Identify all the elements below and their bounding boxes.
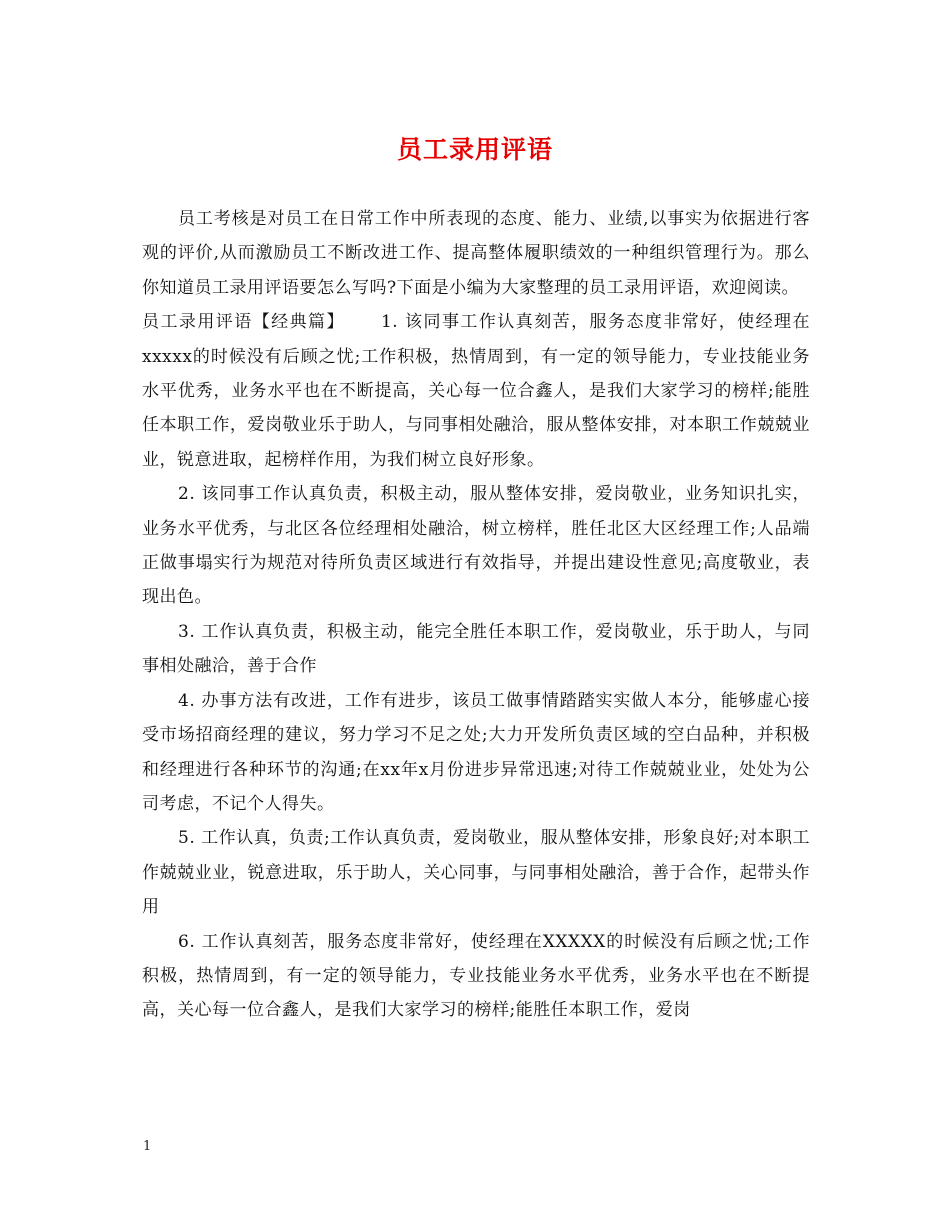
item-1-text: 1. 该同事工作认真刻苦，服务态度非常好，使经理在xxxxx的时候没有后顾之忧;工作积极，热情周到，有一定的领导能力，专业技能业务水平优秀，业务水平也在不断提高，关心每一位合鑫人，是我们大家学习的榜样;能胜任本职工作，爱岗敬业乐于助人，与同事相处融洽，服从整体安排，对本职工作兢兢业业，锐意进取，起榜样作用，为我们树立良好形象。	[142, 312, 811, 470]
paragraph-item-4: 4. 办事方法有改进，工作有进步，该员工做事情踏踏实实做人本分，能够虚心接受市场招商经理的建议，努力学习不足之处;大力开发所负责区域的空白品种，并积极和经理进行各种环节的沟通;在xx年x月份进步异常迅速;对待工作兢兢业业，处处为公司考虑，不记个人得失。	[142, 690, 810, 814]
paragraph-item-3: 3. 工作认真负责，积极主动，能完全胜任本职工作，爱岗敬业，乐于助人，与同事相处融洽，善于合作	[142, 621, 810, 677]
paragraph-item-2: 2. 该同事工作认真负责，积极主动，服从整体安排，爱岗敬业，业务知识扎实，业务水平优秀，与北区各位经理相处融洽，树立榜样，胜任北区大区经理工作;人品端正做事塌实行为规范对待所负责区域进行有效指导，并提出建设性意见;高度敬业，表现出色。	[142, 484, 810, 608]
intro-paragraph: 员工考核是对员工在日常工作中所表现的态度、能力、业绩,以事实为依据进行客观的评价,从而激励员工不断改进工作、提高整体履职绩效的一种组织管理行为。那么你知道员工录用评语要怎么写吗?下面是小编为大家整理的员工录用评语，欢迎阅读。	[142, 209, 810, 298]
paragraph-item-6: 6. 工作认真刻苦，服务态度非常好，使经理在XXXXX的时候没有后顾之忧;工作积极，热情周到，有一定的领导能力，专业技能业务水平优秀，业务水平也在不断提高，关心每一位合鑫人，是我们大家学习的榜样;能胜任本职工作，爱岗	[142, 931, 810, 1021]
document-title: 员工录用评语	[396, 135, 553, 164]
document-body	[142, 202, 810, 1028]
paragraph-item-5: 5. 工作认真，负责;工作认真负责，爱岗敬业，服从整体安排，形象良好;对本职工作兢兢业业，锐意进取，乐于助人，关心同事，与同事相处融洽，善于合作，起带头作用	[142, 828, 810, 918]
page-number: 1	[143, 1139, 152, 1154]
paragraph-item-1	[142, 305, 810, 477]
section-heading: 员工录用评语【经典篇】	[142, 312, 345, 333]
